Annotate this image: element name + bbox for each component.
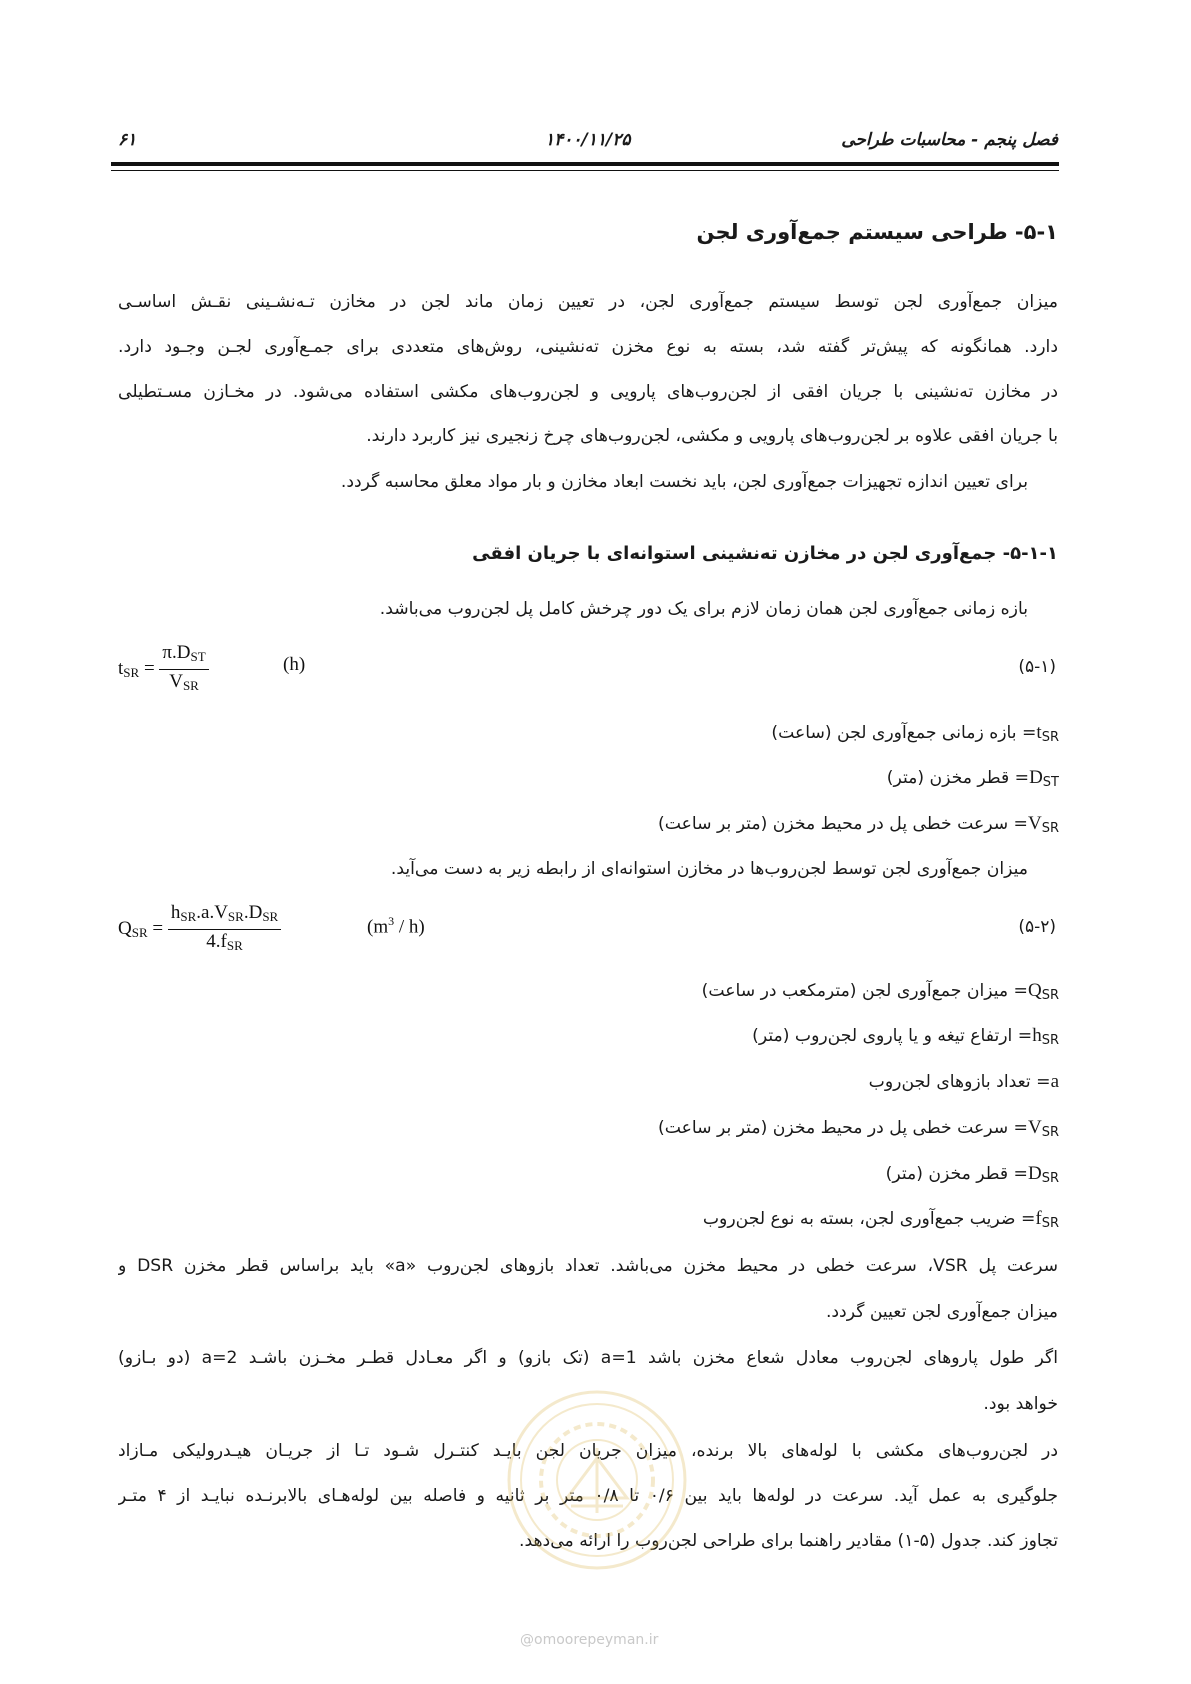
eq2-fraction: $\frac{h_{SR}.a.V_{SR}.D_{SR}}{4.f_{SR}}$ (168, 901, 281, 958)
definition-item: a= تعداد بازوهای لجن‌روب (868, 1071, 1059, 1092)
eq1-fraction: $\frac{\pi.D_{ST}}{V_{SR}}$ (159, 641, 208, 698)
paragraph-line: تجاوز کند. جدول (۵-۱) مقادیر راهنما برای طراحی لجن‌روب را ارائه می‌دهد. (519, 1531, 1058, 1551)
eq1-number: (۵-۱) (1018, 657, 1056, 677)
definition-item: $V_{SR}=$ سرعت خطی پل در محیط مخزن (متر بر ساعت) (658, 813, 1059, 836)
paragraph-line: میزان جمع‌آوری لجن تعیین گردد. (825, 1302, 1058, 1322)
paragraph: میزان جمع‌آوری لجن توسط لجن‌روب‌ها در مخازن استوانه‌ای از رابطه زیر به دست می‌آید. (390, 859, 1028, 879)
definition-item: $D_{ST}=$ قطر مخزن (متر) (886, 767, 1059, 790)
paragraph: برای تعیین اندازه تجهیزات جمع‌آوری لجن، باید نخست ابعاد مخازن و بار مواد معلق محاسبه گردد. (340, 472, 1028, 492)
section-heading: ۵-۱- طراحی سیستم جمع‌آوری لجن (696, 220, 1058, 244)
definition-item: $D_{SR}=$ قطر مخزن (متر) (885, 1163, 1059, 1186)
definition-item: $f_{SR}=$ ضریب جمع‌آوری لجن، بسته به نوع لجن‌روب (702, 1208, 1059, 1231)
definition-item: $h_{SR}=$ ارتفاع تیغه و یا پاروی لجن‌روب (متر) (752, 1025, 1059, 1048)
header-date: ۱۴۰۰/۱۱/۲۵ (545, 130, 631, 150)
eq1-lhs: t (118, 657, 124, 679)
paragraph-line: در لجن‌روب‌های مکشی با لوله‌های بالا برنده، میزان جریان لجن بایـد کنتـرل شـود تـا از جریـان هیـدرولیکی مـازاد (118, 1441, 1058, 1461)
eq2-number: (۵-۲) (1018, 917, 1056, 937)
definition-item: $t_{SR}=$ بازه زمانی جمع‌آوری لجن (ساعت) (771, 722, 1059, 745)
page-number: ۶۱ (118, 130, 137, 150)
header-rule-thick (111, 162, 1059, 166)
definition-item: $V_{SR}=$ سرعت خطی پل در محیط مخزن (متر بر ساعت) (658, 1117, 1059, 1140)
subsection-heading: ۵-۱-۱- جمع‌آوری لجن در مخازن ته‌نشینی استوانه‌ای با جریان افقی (472, 543, 1058, 564)
definition-item: $Q_{SR}=$ میزان جمع‌آوری لجن (مترمکعب در ساعت) (701, 980, 1059, 1003)
eq2-unit: $(m^3 / h)$ (367, 914, 425, 938)
equation-1: $t_{SR}$ = $\frac{\pi.D_{ST}}{V_{SR}}$ (118, 641, 209, 698)
chapter-title: فصل پنجم - محاسبات طراحی (841, 130, 1058, 150)
equation-2: $Q_{SR}$ = $\frac{h_{SR}.a.V_{SR}.D_{SR}}{4.f_{SR}}$ (118, 901, 281, 958)
paragraph-line: دارد. همانگونه که پیش‌تر گفته شد، بسته به نوع مخزن ته‌نشینی، روش‌های متعددی برای جمـع‌آوری لجـن وجـود دارد. (118, 337, 1058, 357)
paragraph: بازه زمانی جمع‌آوری لجن همان زمان لازم برای یک دور چرخش کامل پل لجن‌روب می‌باشد. (379, 599, 1028, 619)
header-rule-thin (111, 170, 1059, 171)
paragraph-line: سرعت پل VSR، سرعت خطی در محیط مخزن می‌باشد. تعداد بازوهای لجن‌روب «a» باید براساس قطر مخزن DSR و (118, 1256, 1058, 1276)
paragraph-line: با جریان افقی علاوه بر لجن‌روب‌های پارویی و مکشی، لجن‌روب‌های چرخ زنجیری نیز کاربرد دارند. (366, 426, 1058, 446)
paragraph-line: خواهد بود. (983, 1394, 1058, 1414)
eq1-unit: (h) (283, 654, 306, 675)
paragraph-line: اگر طول پاروهای لجن‌روب معادل شعاع مخزن باشد a=1 (تک بازو) و اگر معـادل قطـر مخـزن باشـد a=2 (دو بـازو) (118, 1348, 1058, 1368)
watermark-url: @omoorepeyman.ir (520, 1632, 659, 1648)
paragraph-line: در مخازن ته‌نشینی با جریان افقی از لجن‌روب‌های پارویی و لجن‌روب‌های مکشی استفاده می‌شود. در مخـازن مسـتطیلی (118, 382, 1058, 402)
paragraph-line: جلوگیری به عمل آید. سرعت در لوله‌ها باید بین ۰/۶ تا ۰/۸ متر بر ثانیه و فاصله بین لوله‌هـای بالابرنـده نبایـد از ۴ متـر (118, 1486, 1058, 1506)
watermark-logo (505, 1388, 690, 1573)
paragraph-line: میزان جمع‌آوری لجن توسط سیستم جمع‌آوری لجن، در تعیین زمان ماند لجن در مخازن تـه‌نشـینی نقـش اساسـی (118, 292, 1058, 312)
